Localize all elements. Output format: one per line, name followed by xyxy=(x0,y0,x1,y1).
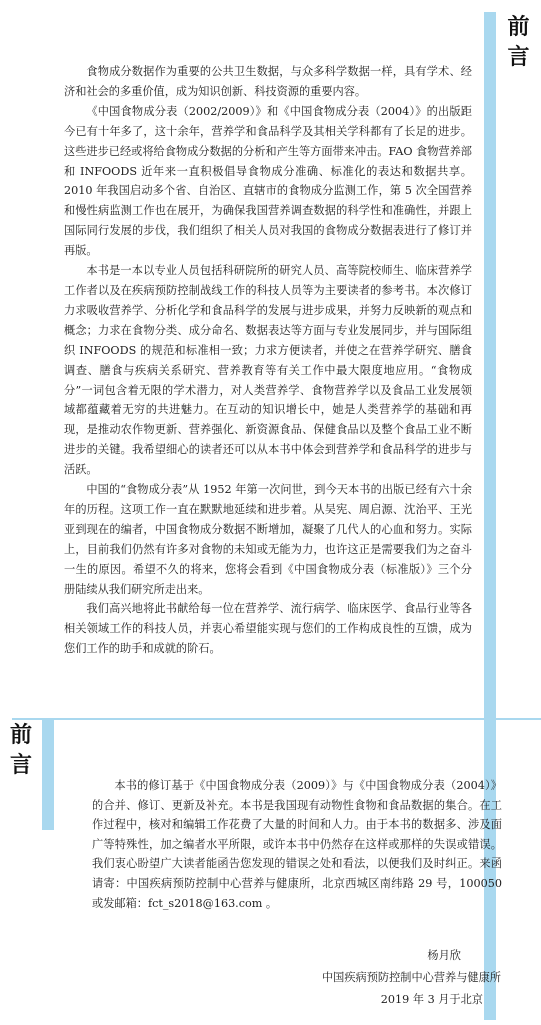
page1-paragraph: 《中国食物成分表（2002/2009）》和《中国食物成分表（2004）》的出版距今已有十年多了，这十余年，营养学和食品科学及其相关学科都有了长足的进步。这些进步已经或将给食物成分数据的分析和产生等方面带来冲击。FAO 食物营养部和 INFOODS 近年来一直积极倡导食物成分准确、标准化的表达和数据共享。2010 年我国启动多个省、自治区、直辖市的食物成分监测工作，第 5 次全国营养和慢性病监测工作也在展开，为确保我国营养调查数据的科学性和准确性，并跟上国际同行发展的步伐，我们组织了相关人员对我国的食物成分数据表进行了修订并再版。 xyxy=(64,104,472,258)
page2-body xyxy=(92,776,502,913)
signature-date: 2019 年 3 月于北京 xyxy=(380,993,483,1006)
page2-top-rule xyxy=(12,718,541,720)
page2-accent-bar xyxy=(42,718,54,830)
page1-title-char: 言 xyxy=(507,44,530,70)
page2-paragraph: 本书的修订基于《中国食物成分表（2009）》与《中国食物成分表（2004）》的合并、修订、更新及补充。本书是我国现有动物性食物和食品数据的集合。在工作过程中，核对和编辑工作花费了大量的时间和人力。由于本书的数据多、涉及面广等特殊性，加之编者水平所限，或许本书中仍然存在这样或那样的失误或错误。我们衷心盼望广大读者能函告您发现的错误之处和看法，以便我们及时纠正。来函请寄：中国疾病预防控制中心营养与健康所，北京西城区南纬路 29 号，100050 或发邮箱：fct_s2018@163.com 。 xyxy=(92,779,502,910)
page1-paragraph: 我们高兴地将此书献给每一位在营养学、流行病学、临床医学、食品行业等各相关领域工作的科技人员，并衷心希望能实现与您们的工作构成良性的互馈，成为您们工作的助手和成就的阶石。 xyxy=(64,602,472,656)
page1-body xyxy=(64,62,472,659)
page1-paragraph: 中国的“食物成分表”从 1952 年第一次问世，到今天本书的出版已经有六十余年的历程。这项工作一直在默默地延续和进步着。从吴宪、周启源、沈治平、王光亚到现在的编者，中国食物成分数据不断增加，凝聚了几代人的心血和努力。实际上，目前我们仍然有许多对食物的未知或无能为力，也许这正是需要我们为之奋斗一生的原因。希望不久的将来，您将会看到《中国食物成分表（标准版）》三个分册陆续从我们研究所走出来。 xyxy=(64,483,472,596)
page2-title-char: 言 xyxy=(9,752,32,778)
signature-name: 杨月欣 xyxy=(427,949,461,962)
page1-title-char: 前 xyxy=(507,14,530,40)
page1-paragraph: 本书是一本以专业人员包括科研院所的研究人员、高等院校师生、临床营养学工作者以及在疾病预防控制战线工作的科技人员等为主要读者的参考书。本次修订力求吸收营养学、分析化学和食品科学的发展与进步成果，并努力反映新的观点和概念；力求在食物分类、成分命名、数据表达等方面与专业发展同步，并与国际组织 INFOODS 的规范和标准相一致；力求方便读者，并使之在营养学研究、膳食调查、膳食与疾病关系研究、营养教育等有关工作中最大限度地应用。“食物成分”一词包含着无限的学术潜力，对人类营养学、食物营养学以及食品工业发展领域都蕴藏着无穷的共进魅力。在互动的知识增长中，她是人类营养学的基础和再现，是推动农作物更新、营养强化、新资源食品、保健食品以及整个食品工业不断进步的关键。我希望细心的读者还可以从本书中体会到营养学和食品科学的进步与活跃。 xyxy=(64,264,472,477)
page2-title xyxy=(0,720,42,790)
page1-paragraph: 食物成分数据作为重要的公共卫生数据，与众多科学数据一样，具有学术、经济和社会的多重价值，成为知识创新、科技资源的重要内容。 xyxy=(64,65,472,98)
page1-title xyxy=(496,12,541,84)
signature-organization: 中国疾病预防控制中心营养与健康所 xyxy=(321,971,501,984)
page2-title-char: 前 xyxy=(9,722,32,748)
